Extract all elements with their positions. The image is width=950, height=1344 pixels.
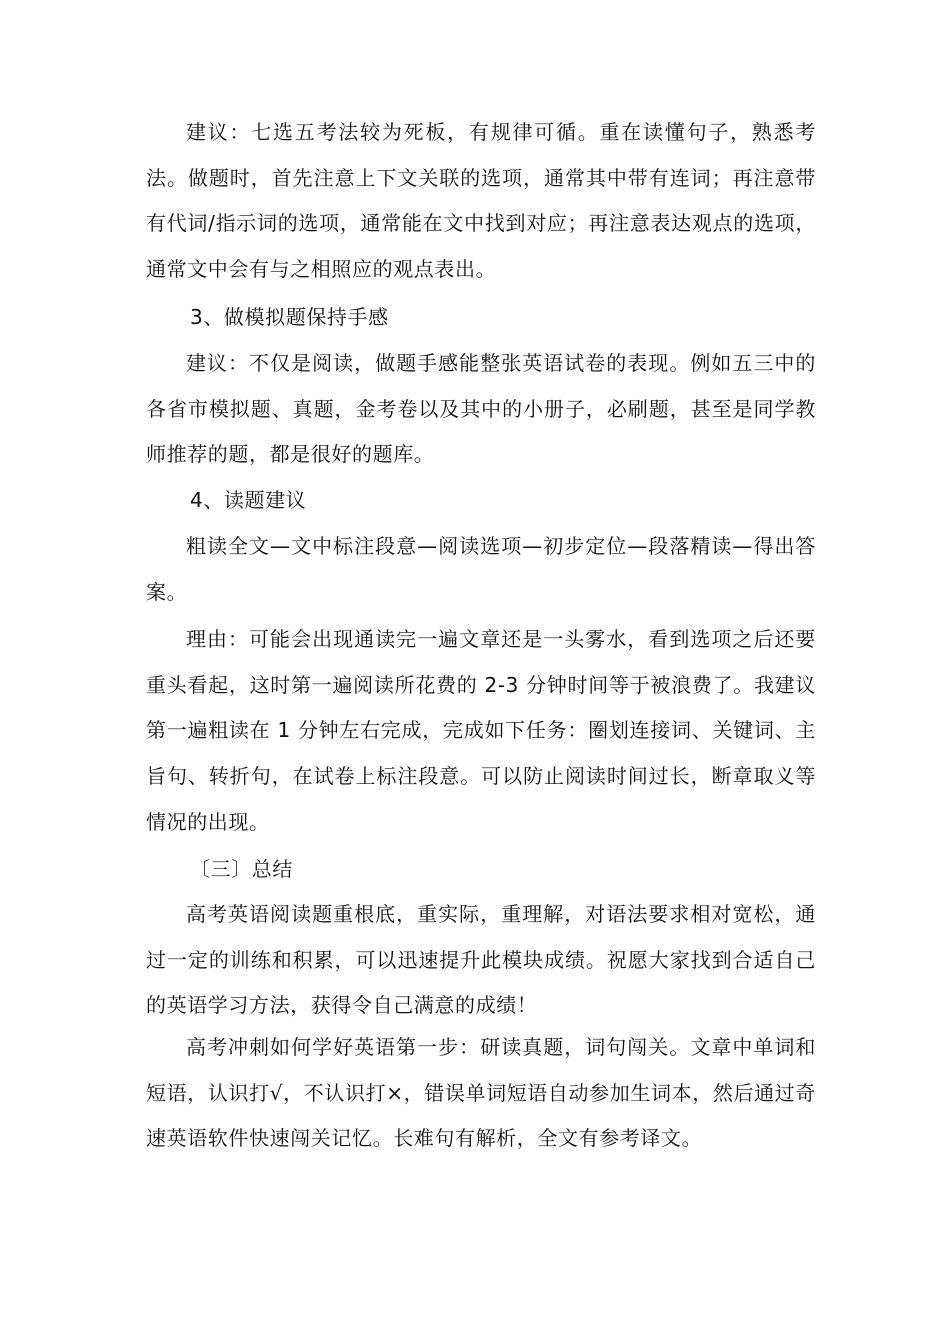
paragraph-sprint-step-one: 高考冲刺如何学好英语第一步：研读真题，词句闯关。文章中单词和短语，认识打√，不认识打×，错误单词短语自动参加生词本，然后通过奇速英语软件快速闯关记忆。长难句有解析，全文有参考译文。 — [146, 1035, 816, 1151]
heading-practice-mock-exams: 3、做模拟题保持手感 — [190, 305, 389, 329]
paragraph-reading-reason: 理由：可能会出现通读完一遍文章还是一头雾水，看到选项之后还要重头看起，这时第一遍阅读所花费的 2-3 分钟时间等于被浪费了。我建议第一遍粗读在 1 分钟左右完成，完成如下任务：圈划连接词、关键词、主旨句、转折句，在试卷上标注段意。可以防止阅读时间过长，断章取义等情况的出现。 — [146, 627, 816, 834]
heading-reading-advice: 4、读题建议 — [190, 488, 307, 512]
paragraph-reading-steps: 粗读全文—文中标注段意—阅读选项—初步定位—段落精读—得出答案。 — [146, 534, 816, 604]
paragraph-summary: 高考英语阅读题重根底，重实际，重理解，对语法要求相对宽松，通过一定的训练和积累，可以迅速提升此模块成绩。祝愿大家找到合适自己的英语学习方法，获得令自己满意的成绩！ — [146, 902, 816, 1018]
heading-summary: 〔三〕总结 — [190, 857, 293, 881]
paragraph-seven-choose-five-advice: 建议：七选五考法较为死板，有规律可循。重在读懂句子，熟悉考法。做题时，首先注意上下文关联的选项，通常其中带有连词；再注意带有代词/指示词的选项，通常能在文中找到对应；再注意表达观点的选项，通常文中会有与之相照应的观点表出。 — [146, 120, 816, 282]
paragraph-mock-exam-advice: 建议：不仅是阅读，做题手感能整张英语试卷的表现。例如五三中的各省市模拟题、真题，金考卷以及其中的小册子，必刷题，甚至是同学教师推荐的题，都是很好的题库。 — [146, 351, 816, 467]
